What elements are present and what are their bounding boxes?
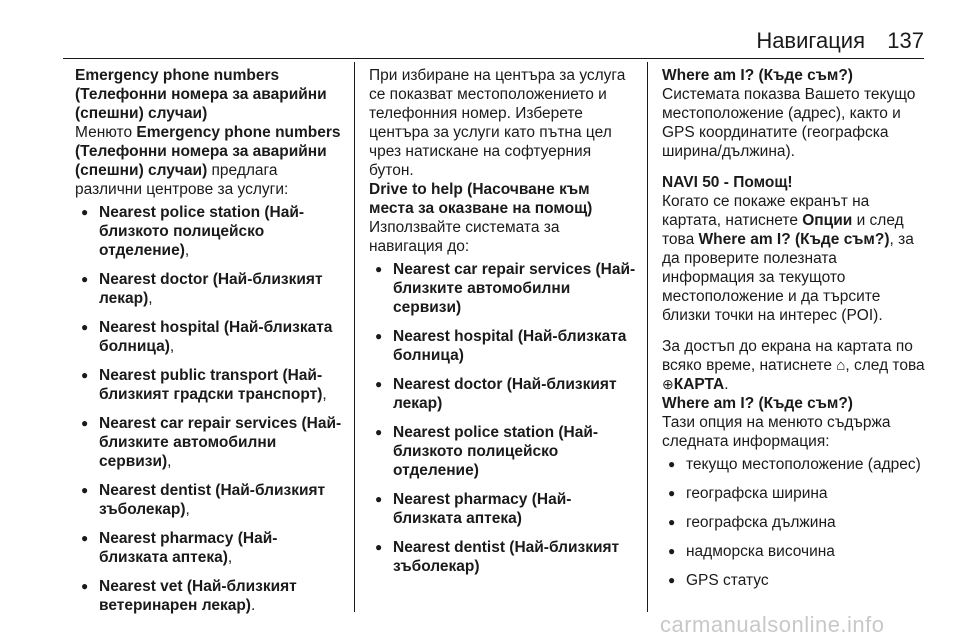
list-sep: , bbox=[167, 453, 172, 470]
list-item-label: Nearest doctor (Най-близкият лекар) bbox=[99, 271, 323, 307]
list-item-label: Nearest vet (Най-близкият ветеринарен лекар) bbox=[99, 578, 297, 614]
list-item-label: Nearest car repair services (Най-близките автомобилни сервизи) bbox=[99, 415, 342, 470]
list-item bbox=[369, 327, 637, 365]
list-item-label: Nearest car repair services (Най-близките автомобилни сервизи) bbox=[393, 261, 636, 316]
watermark: carmanualsonline.info bbox=[660, 612, 885, 637]
text-run: и след това bbox=[662, 212, 904, 248]
list-sep: , bbox=[169, 338, 175, 355]
intro-text: Менюто bbox=[75, 124, 137, 141]
list-item bbox=[369, 423, 637, 480]
list-item-label: Nearest dentist (Най-близкият зъболекар) bbox=[393, 539, 620, 575]
menu-info-text: Тази опция на менюто съдържа следната информация: bbox=[662, 414, 891, 450]
where-am-i-text: Системата показва Вашето текущо местоположение (адрес), както и GPS координатите (географска ширина/дължина). bbox=[662, 86, 916, 160]
list-item bbox=[369, 375, 637, 413]
list-item-label: Nearest doctor (Най-близкият лекар) bbox=[393, 376, 617, 412]
text-run: , след това bbox=[845, 357, 925, 374]
column-divider-2 bbox=[647, 62, 648, 612]
list-item bbox=[75, 529, 345, 567]
intro-text-end: предлага различни центрове за услуги: bbox=[75, 162, 289, 198]
text-run: , за да проверите полезната информация за текущото местоположение и да търсите близки точки на интерес (POI). bbox=[662, 231, 914, 324]
list-item-label: надморска височина bbox=[686, 543, 835, 560]
list-item-label: текущо местоположение (адрес) bbox=[686, 456, 921, 473]
list-item bbox=[369, 490, 637, 528]
column-3 bbox=[662, 66, 930, 600]
list-item-label: Nearest dentist (Най-близкият зъболекар) bbox=[99, 482, 326, 518]
list-sep: , bbox=[184, 242, 190, 259]
list-item-label: Nearest hospital (Най-близката болница) bbox=[99, 319, 333, 355]
list-sep: , bbox=[148, 290, 153, 307]
list-item-label: географска ширина bbox=[686, 485, 828, 502]
map-icon: ⊕ bbox=[662, 376, 674, 392]
text-run: Когато се покаже екранът на картата, натиснете bbox=[662, 193, 870, 229]
list-item-label: Nearest police station (Най-близкото полицейско отделение) bbox=[99, 204, 305, 259]
text-run: За достъп до екрана на картата по всяко време, натиснете bbox=[662, 338, 913, 374]
list-sep: , bbox=[185, 501, 190, 518]
navi50-heading: NAVI 50 - Помощ! bbox=[662, 174, 793, 191]
list-item bbox=[75, 414, 345, 471]
text-run: . bbox=[724, 376, 729, 393]
column-divider-1 bbox=[354, 62, 355, 612]
column-2 bbox=[369, 66, 637, 586]
list-item-label: Nearest police station (Най-близкото полицейско отделение) bbox=[393, 424, 599, 479]
list-item bbox=[662, 542, 930, 561]
list-sep: , bbox=[322, 386, 327, 403]
navi50-text bbox=[662, 192, 930, 325]
list-item-label: Nearest public transport (Най-близкият градски транспорт) bbox=[99, 367, 323, 403]
list-item bbox=[662, 455, 930, 474]
emergency-list bbox=[75, 203, 345, 615]
list-item bbox=[662, 484, 930, 503]
list-item-label: Nearest pharmacy (Най-близката аптека) bbox=[99, 530, 278, 566]
where-am-i-heading-2: Where am I? (Къде съм?) bbox=[662, 395, 853, 412]
list-item bbox=[662, 571, 930, 590]
info-list bbox=[662, 455, 930, 590]
list-sep: , bbox=[227, 549, 233, 566]
list-item bbox=[75, 481, 345, 519]
header-rule bbox=[63, 58, 924, 59]
section-title: Навигация bbox=[756, 28, 865, 53]
list-sep: . bbox=[250, 597, 256, 614]
list-item bbox=[75, 318, 345, 356]
where-am-i-label: Where am I? (Къде съм?) bbox=[698, 231, 890, 248]
drive-to-help-heading: Drive to help (Насочване към места за оказване на помощ) bbox=[369, 181, 593, 217]
list-item bbox=[75, 577, 345, 615]
list-item-label: Nearest hospital (Най-близката болница) bbox=[393, 328, 627, 364]
service-intro: При избиране на центъра за услуга се показват местоположението и телефонния номер. Изберете центъра за услуги като пътна цел чрез натискане на софтуерния бутон. bbox=[369, 67, 626, 179]
options-label: Опции bbox=[802, 212, 853, 229]
drive-to-help-sub: Използвайте системата за навигация до: bbox=[369, 219, 560, 255]
page-header bbox=[0, 20, 960, 56]
drive-to-help-list bbox=[369, 260, 637, 576]
list-item-label: Nearest pharmacy (Най-близката аптека) bbox=[393, 491, 572, 527]
list-item bbox=[662, 513, 930, 532]
where-am-i-heading: Where am I? (Къде съм?) bbox=[662, 67, 853, 84]
list-item-label: географска дължина bbox=[686, 514, 836, 531]
list-item-label: GPS статус bbox=[686, 572, 769, 589]
map-access-text bbox=[662, 337, 930, 394]
page-number: 137 bbox=[887, 28, 924, 53]
emergency-intro bbox=[75, 123, 345, 199]
map-label: КАРТА bbox=[673, 376, 725, 393]
list-item bbox=[369, 260, 637, 317]
home-icon: ⌂ bbox=[836, 357, 846, 374]
list-item bbox=[75, 203, 345, 260]
list-item bbox=[75, 366, 345, 404]
emergency-heading: Emergency phone numbers (Телефонни номера за аварийни (спешни) случаи) bbox=[75, 67, 327, 122]
column-1 bbox=[75, 66, 345, 625]
intro-menu-name: Emergency phone numbers (Телефонни номера за аварийни (спешни) случаи) bbox=[75, 124, 341, 179]
list-item bbox=[369, 538, 637, 576]
list-item bbox=[75, 270, 345, 308]
